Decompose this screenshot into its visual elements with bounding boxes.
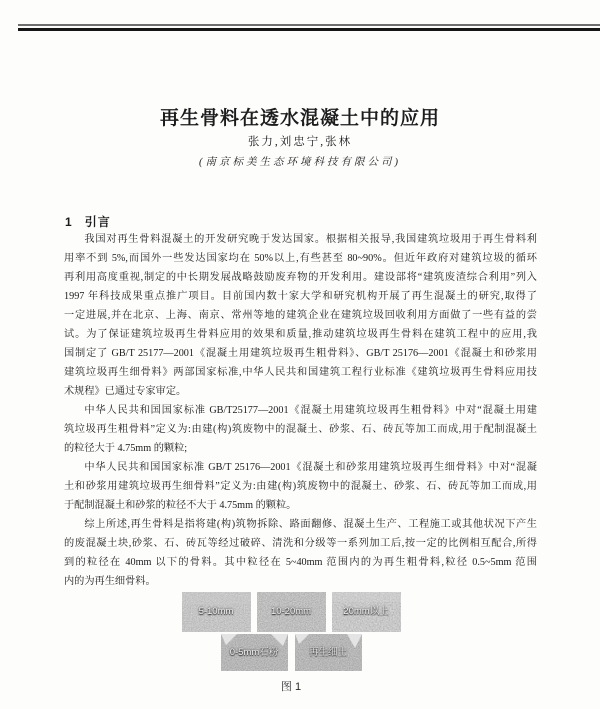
text-line: 的废混凝土块,砂浆、石、砖瓦等经过破碎、清洗和分级等一系列加工后,按一定的比例相互配合,所得 xyxy=(64,538,537,549)
photo-label: 5-10mm xyxy=(198,606,234,618)
section-title: 引言 xyxy=(84,215,111,229)
aggregate-photo xyxy=(257,592,326,632)
section-heading xyxy=(65,213,111,230)
text-line: 筑垃圾再生粗骨料”定义为:由建(构)筑废物中的混凝土、砂浆、石、砖瓦等加工而成,用于配制混凝土 xyxy=(64,424,537,435)
body-text xyxy=(64,230,537,591)
text-line: 一定进展,并在北京、上海、南京、常州等地的建筑企业在建筑垃圾回收利用方面做了一些有益的尝 xyxy=(64,310,537,321)
text-line: 再利用高度重视,制定的中长期发展战略鼓励废弃物的开发利用。建设部将“建筑废渣综合利用”列入 xyxy=(64,272,537,283)
photo-label: 20mm以上 xyxy=(343,606,389,618)
text-line: 土和砂浆用建筑垃圾再生细骨料”定义为:由建(构)筑废物中的混凝土、砂浆、石、砖瓦等加工而成,用 xyxy=(64,481,537,492)
header-rule-thin xyxy=(18,24,600,26)
text-line: 建筑垃圾再生细骨料》两部国家标准,中华人民共和国建筑工程行业标准《建筑垃圾再生骨料应用技 xyxy=(64,367,537,378)
paper-authors: 张力,刘忠宁,张林 xyxy=(247,136,353,148)
text-line: 试。为了保证建筑垃圾再生骨料应用的效果和质量,推动建筑垃圾再生骨料在建筑工程中的应用,我 xyxy=(64,329,537,340)
text-line: 内的为再生细骨料。 xyxy=(64,576,156,587)
figure-1 xyxy=(0,592,600,694)
text-line: 综上所述,再生骨料是指将建(构)筑物拆除、路面翻修、混凝土生产、工程施工或其他状况下产生 xyxy=(84,519,537,530)
header-rule-thick xyxy=(18,28,600,31)
text-line: 1997 年科技成果重点推广项目。目前国内数十家大学和研究机构开展了再生混凝土的研究,取得了 xyxy=(64,291,537,302)
aggregate-photo xyxy=(221,634,288,671)
text-line: 用率不到 5%,而国外一些发达国家均在 50%以上,有些甚至 80~90%。但近年政府对建筑垃圾的循环 xyxy=(64,253,537,264)
text-line: 我国对再生骨料混凝土的开发研究晚于发达国家。根据相关报导,我国建筑垃圾用于再生骨料利 xyxy=(84,234,537,245)
aggregate-photo xyxy=(182,592,251,632)
photo-label: 0-5mm石粉 xyxy=(229,646,279,658)
figure-caption: 图 1 xyxy=(280,681,302,693)
text-line: 到的粒径在 40mm 以下的骨料。其中粒径在 5~40mm 范围内的为再生粗骨料,粒径 0.5~5mm 范围 xyxy=(64,557,537,568)
text-line: 于配制混凝土和砂浆的粒径不大于 4.75mm 的颗粒。 xyxy=(64,500,297,511)
text-line: 的粒径大于 4.75mm 的颗粒; xyxy=(64,443,188,454)
section-number: 1 xyxy=(65,215,73,229)
text-line: 中华人民共和国国家标准 GB/T25177—2001《混凝土用建筑垃圾再生粗骨料》中对“混凝土用建 xyxy=(84,405,537,416)
text-line: 国制定了 GB/T 25177—2001《混凝土用建筑垃圾再生粗骨料》、GB/T 25176—2001《混凝土和砂浆用 xyxy=(64,348,537,359)
figure-row-fine xyxy=(0,634,600,671)
paper-title: 再生骨料在透水混凝土中的应用 xyxy=(159,108,440,129)
aggregate-photo xyxy=(332,592,401,632)
photo-label: 再生细土 xyxy=(308,646,347,658)
text-line: 中华人民共和国国家标准 GB/T 25176—2001《混凝土和砂浆用建筑垃圾再生细骨料》中对“混凝 xyxy=(84,462,537,473)
figure-row-coarse xyxy=(0,592,600,632)
text-line: 术规程》已通过专家审定。 xyxy=(64,386,187,397)
photo-label: 10-20mm xyxy=(270,606,312,618)
paper-affiliation: (南京标美生态环境科技有限公司) xyxy=(199,157,401,168)
aggregate-photo xyxy=(295,634,362,671)
